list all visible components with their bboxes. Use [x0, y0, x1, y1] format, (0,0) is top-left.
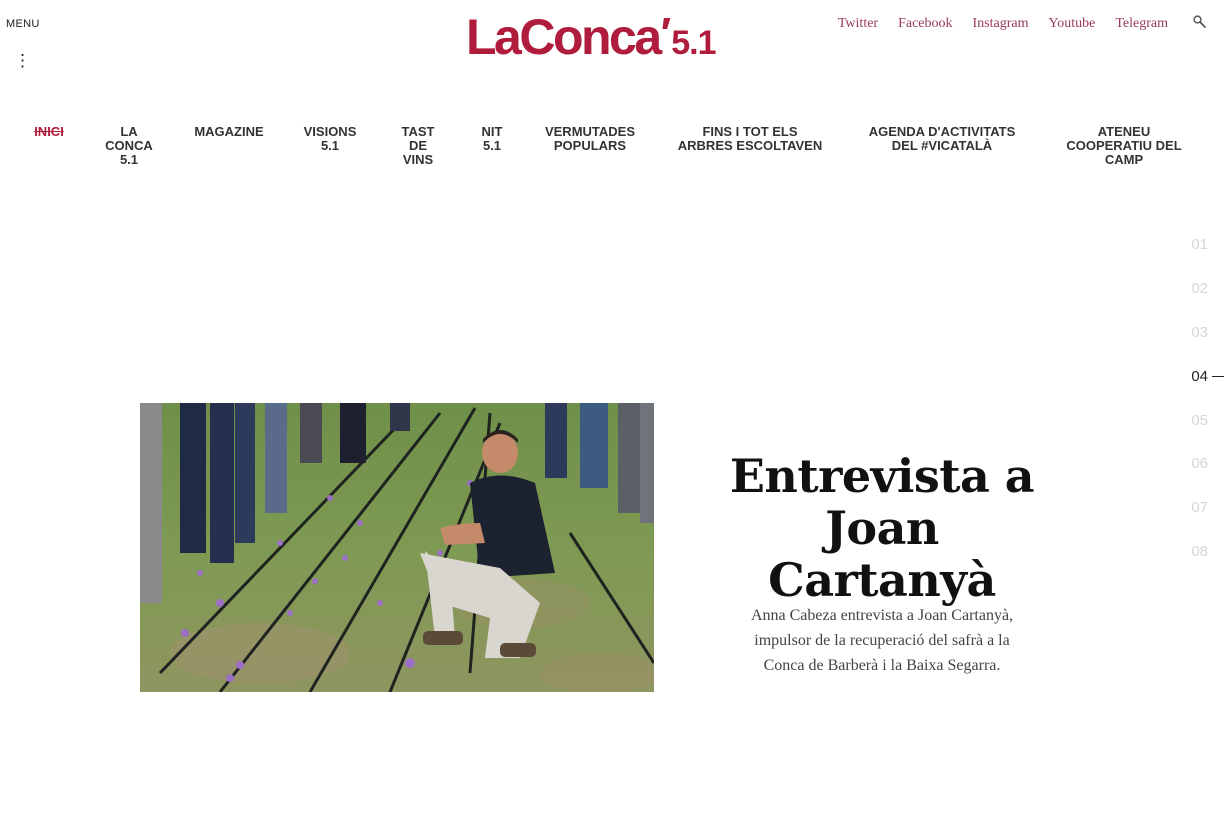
- social-links: [838, 16, 1168, 32]
- nav-item-agenda[interactable]: AGENDA D'ACTIVITATS DEL #VICATALÀ: [868, 124, 1016, 153]
- social-link-youtube[interactable]: Youtube: [1048, 16, 1096, 31]
- menu-dots-icon[interactable]: ⋮: [14, 51, 31, 70]
- logo-tick-mark: ′: [660, 9, 672, 58]
- pager-item-03[interactable]: 03: [1191, 324, 1208, 341]
- pager-item-07[interactable]: 07: [1191, 499, 1208, 516]
- pager-item-04[interactable]: 04: [1191, 368, 1208, 385]
- logo-main-text: LaConca: [466, 9, 660, 65]
- nav-item-ateneu[interactable]: ATENEU COOPERATIU DEL CAMP: [1066, 124, 1182, 167]
- logo-number: 5.1: [671, 24, 716, 62]
- saffron-field-photo: [140, 403, 654, 692]
- nav-item-inici[interactable]: INICI: [34, 124, 64, 139]
- pager-item-06[interactable]: 06: [1191, 455, 1208, 472]
- pager-item-05[interactable]: 05: [1191, 412, 1208, 429]
- pager-active-dash: [1212, 376, 1224, 377]
- main-nav: [0, 125, 1224, 175]
- feature-excerpt: Anna Cabeza entrevista a Joan Cartanyà, impulsor de la recuperació del safrà a la Conca de Barberà i la Baixa Segarra.: [750, 607, 1014, 674]
- nav-item-nit[interactable]: NIT 5.1: [481, 124, 503, 153]
- nav-item-magazine[interactable]: MAGAZINE: [194, 124, 264, 139]
- feature-title[interactable]: Entrevista a Joan Cartanyà: [729, 449, 1035, 607]
- nav-item-vermutades[interactable]: VERMUTADES POPULARS: [544, 124, 636, 153]
- site-logo[interactable]: [466, 4, 716, 65]
- social-link-telegram[interactable]: Telegram: [1115, 16, 1168, 31]
- pager-item-02[interactable]: 02: [1191, 280, 1208, 297]
- pager-item-08[interactable]: 08: [1191, 543, 1208, 560]
- menu-button[interactable]: MENU: [6, 18, 40, 30]
- nav-item-fins-i-tot[interactable]: FINS I TOT ELS ARBRES ESCOLTAVEN: [677, 124, 823, 153]
- social-link-facebook[interactable]: Facebook: [898, 16, 953, 31]
- nav-item-visions[interactable]: VISIONS 5.1: [303, 124, 357, 153]
- feature-photo[interactable]: [140, 403, 654, 692]
- pager-item-01[interactable]: 01: [1191, 236, 1208, 253]
- nav-item-la-conca[interactable]: LA CONCA 5.1: [105, 124, 153, 167]
- social-link-twitter[interactable]: Twitter: [837, 16, 879, 31]
- nav-item-tast-de-vins[interactable]: TAST DE VINS: [401, 124, 435, 167]
- social-link-instagram[interactable]: Instagram: [972, 16, 1029, 31]
- search-icon[interactable]: [1192, 14, 1208, 30]
